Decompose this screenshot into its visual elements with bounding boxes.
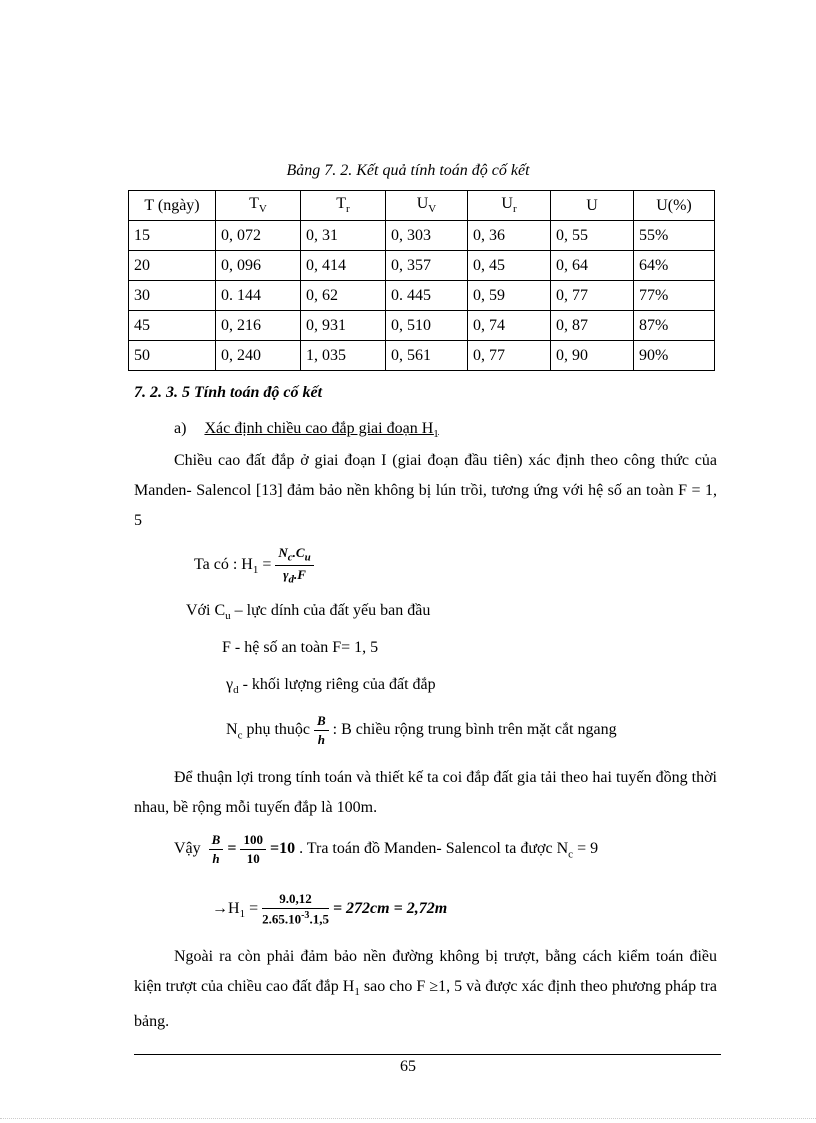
header-cell: $U_r$ bbox=[468, 191, 551, 221]
fraction: $\frac{B}{h}$ bbox=[209, 832, 224, 867]
table-cell: 0, 357 bbox=[386, 251, 468, 281]
fraction: $\frac{100}{10}$ bbox=[240, 832, 266, 867]
table-cell: 0, 77 bbox=[468, 341, 551, 371]
definition-cu: Với $C_u$ – lực dính của đất yếu ban đầu bbox=[186, 602, 431, 623]
table-cell: 0, 87 bbox=[551, 311, 634, 341]
table-cell: 0, 414 bbox=[301, 251, 386, 281]
section-title: 7. 2. 3. 5 Tính toán độ cố kết bbox=[134, 384, 323, 401]
table-cell: 0, 31 bbox=[301, 221, 386, 251]
paragraph: Ngoài ra còn phải đảm bảo nền đường không bị trượt, bằng cách kiểm toán điều kiện trượt của chiều cao đất đắp $H_1$ sao cho F ≥1, 5 và được xác định theo phương pháp tra bảng. bbox=[134, 948, 718, 1031]
table-cell: 0, 59 bbox=[468, 281, 551, 311]
table-cell: 50 bbox=[129, 341, 216, 371]
table-cell: 0, 77 bbox=[551, 281, 634, 311]
formula-h1-result: $\to H_1$ = $\frac{9.0,12}{2.65.10^{-3}.1,5}$ = 272cm = 2,72m bbox=[212, 891, 448, 927]
fraction: $\frac{9.0,12}{2.65.10^{-3}.1,5}$ bbox=[262, 891, 329, 927]
table-cell: 0, 072 bbox=[216, 221, 301, 251]
table-cell: 0, 931 bbox=[301, 311, 386, 341]
page-number: 65 bbox=[400, 1058, 416, 1075]
table-cell: 1, 035 bbox=[301, 341, 386, 371]
table-row bbox=[129, 341, 715, 371]
table-cell: 0, 90 bbox=[551, 341, 634, 371]
fraction: $\frac{N_c.C_u}{\gamma_d.F}$ bbox=[275, 545, 313, 585]
table-cell: 0, 240 bbox=[216, 341, 301, 371]
subsection-title: Xác định chiều cao đắp giai đoạn $H_1$ bbox=[204, 420, 439, 441]
table-cell: 0, 096 bbox=[216, 251, 301, 281]
definition-gamma: $\gamma_d$ - khối lượng riêng của đất đắp bbox=[226, 676, 436, 697]
formula-h1: Ta có : $H_1$ = $\frac{N_c.C_u}{\gamma_d.F}$ bbox=[194, 545, 314, 585]
table-cell: 0. 144 bbox=[216, 281, 301, 311]
table-row bbox=[129, 251, 715, 281]
table-cell: 0, 74 bbox=[468, 311, 551, 341]
table-cell: 45 bbox=[129, 311, 216, 341]
table-cell: 0, 561 bbox=[386, 341, 468, 371]
table-cell: 0. 445 bbox=[386, 281, 468, 311]
header-cell: $T_V$ bbox=[216, 191, 301, 221]
formula-nc: Vậy $\frac{B}{h}$ = $\frac{100}{10}$ =10 . Tra toán đồ Manden- Salencol ta được $N_c = 9$ bbox=[174, 832, 599, 866]
table-row bbox=[129, 281, 715, 311]
table-cell: 20 bbox=[129, 251, 216, 281]
table-row bbox=[129, 221, 715, 251]
subsection-label: a) bbox=[174, 420, 187, 437]
table-cell: 30 bbox=[129, 281, 216, 311]
table-cell: 0, 303 bbox=[386, 221, 468, 251]
table-header-row bbox=[129, 191, 715, 221]
header-cell: U(%) bbox=[634, 191, 715, 221]
fraction: $\frac{B}{h}$ bbox=[314, 713, 329, 748]
table-cell: 0, 216 bbox=[216, 311, 301, 341]
table-caption: Bảng 7. 2. Kết quả tính toán độ cố kết bbox=[286, 162, 530, 179]
consolidation-results-table bbox=[128, 190, 715, 371]
table-cell: 0, 64 bbox=[551, 251, 634, 281]
table-cell: 0, 510 bbox=[386, 311, 468, 341]
definition-nc: $N_c$ phụ thuộc $\frac{B}{h}$ : B chiều rộng trung bình trên mặt cắt ngang bbox=[226, 713, 617, 747]
subsection-heading bbox=[174, 420, 439, 440]
footer-rule bbox=[134, 1054, 721, 1055]
table-cell: 77% bbox=[634, 281, 715, 311]
table-cell: 64% bbox=[634, 251, 715, 281]
paragraph: Để thuận lợi trong tính toán và thiết kế ta coi đắp đất gia tải theo hai tuyến đồng thời nhau, bề rộng mỗi tuyến đắp là 100m. bbox=[134, 769, 717, 816]
page-edge-divider bbox=[0, 1118, 816, 1119]
table-cell: 55% bbox=[634, 221, 715, 251]
table-cell: 15 bbox=[129, 221, 216, 251]
header-cell: U bbox=[551, 191, 634, 221]
paragraph: Chiều cao đất đắp ở giai đoạn I (giai đoạn đầu tiên) xác định theo công thức của Manden- Salencol [13] đảm bảo nền không bị lún trồi, tương ứng với hệ số an toàn F = 1, 5 bbox=[134, 452, 717, 529]
table-cell: 0, 45 bbox=[468, 251, 551, 281]
table-cell: 0, 36 bbox=[468, 221, 551, 251]
definition-f: F - hệ số an toàn F= 1, 5 bbox=[222, 639, 379, 656]
table-cell: 90% bbox=[634, 341, 715, 371]
header-cell: T (ngày) bbox=[129, 191, 216, 221]
header-cell: $U_V$ bbox=[386, 191, 468, 221]
table-row bbox=[129, 311, 715, 341]
table-cell: 87% bbox=[634, 311, 715, 341]
table-cell: 0, 62 bbox=[301, 281, 386, 311]
table-cell: 0, 55 bbox=[551, 221, 634, 251]
header-cell: $T_r$ bbox=[301, 191, 386, 221]
